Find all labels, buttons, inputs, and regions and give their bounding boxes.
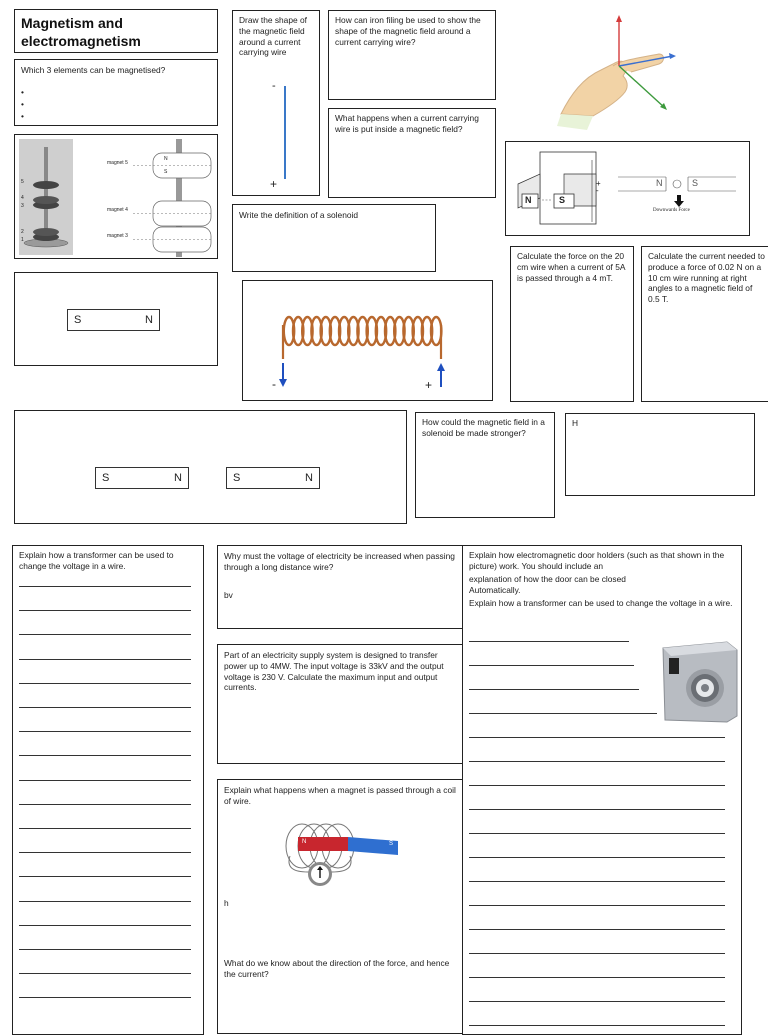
coil-minus: - [272,377,276,391]
force-direction-question: What do we know about the direction of the force, and hence the current? [224,958,450,979]
stack-number-3: 3 [21,203,24,209]
magnet-5-label: magnet 5 [107,160,128,166]
motor-bar-n: N [656,178,663,188]
bar-magnet-right-n: N [305,472,313,484]
left-hand-rule-image [553,14,683,132]
answer-line[interactable] [469,953,725,954]
page-title: Magnetism and electromagnetism [21,15,141,50]
voltage-increase-question: Why must the voltage of electricity be increased when passing through a long distance wire? [224,551,455,572]
bar-magnet-left [95,467,189,489]
wire-minus: - [272,80,276,92]
bar-magnet-left-n: N [174,472,182,484]
answer-line[interactable] [19,780,191,781]
current-wire [284,86,286,179]
voltage-increase-answer: bv [224,590,233,600]
wire-in-field-question: What happens when a current carrying wire is put inside a magnetic field? [335,113,479,134]
current-calc-box [641,246,768,402]
current-calc-question: Calculate the current needed to produce a force of 0.02 N on a 10 cm wire running at right angles to a magnetic field of 0.5 T. [648,251,765,304]
answer-line[interactable] [469,665,634,666]
bullet-2: • [21,99,24,109]
bullet-3: • [21,111,24,121]
elements-question: Which 3 elements can be magnetised? [21,65,166,75]
motor-minus-label: - [596,186,599,195]
magnet-coil-question: Explain what happens when a magnet is passed through a coil of wire. [224,785,456,806]
bar-magnet-right [226,467,320,489]
bar-magnet-n: N [145,314,153,326]
answer-line[interactable] [19,731,191,732]
bar-magnet-box [14,272,218,366]
stack-number-5: 5 [21,179,24,185]
h-box [565,413,755,496]
answer-line[interactable] [469,929,725,930]
motor-bar-outline [618,175,736,195]
answer-line[interactable] [469,641,629,642]
elements-question-box [14,59,218,126]
bar-magnet-right-s: S [233,472,241,484]
supply-system-question: Part of an electricity supply system is designed to transfer power up to 4MW. The input voltage is 33kV and the output voltage is 230 V. Calculate the maximum input and output currents. [224,650,444,693]
answer-line[interactable] [469,809,725,810]
answer-line[interactable] [19,828,191,829]
iron-filings-box [328,10,496,100]
answer-line[interactable] [19,586,191,587]
answer-line[interactable] [19,901,191,902]
draw-field-box [232,10,320,196]
answer-line[interactable] [469,905,725,906]
answer-line[interactable] [469,881,725,882]
magnet-coil-box [217,779,464,1034]
bar-magnet [67,309,160,331]
answer-line[interactable] [19,634,191,635]
answer-line[interactable] [469,977,725,978]
force-calc-box [510,246,634,402]
iron-filings-question: How can iron filing be used to show the shape of the magnetic field around a current carrying wire? [335,15,481,47]
answer-line[interactable] [19,949,191,950]
stack-number-4: 4 [21,195,24,201]
answer-line[interactable] [469,1025,725,1026]
answer-line[interactable] [19,973,191,974]
draw-field-question: Draw the shape of the magnetic field around a current carrying wire [239,15,307,58]
motor-bar-s: S [692,178,699,188]
door-holder-box [462,545,742,1035]
two-bar-magnets-box [14,410,407,524]
ring-magnets-box [14,134,218,259]
solenoid-stronger-question: How could the magnetic field in a solenoid be made stronger? [422,417,545,438]
door-holder-line-1: Explain how electromagnetic door holders (such as that shown in the picture) work. You should include an [469,550,725,571]
bar-magnet-s: S [74,314,82,326]
door-holder-line-2: explanation of how the door can be closed [469,574,626,584]
answer-line[interactable] [19,659,191,660]
force-calc-question: Calculate the force on the 20 cm wire when a current of 5A is passed through a 4 mT. [517,251,625,283]
supply-system-box [217,644,464,764]
solenoid-definition-box [232,204,436,272]
wire-plus: + [270,177,278,191]
coil-magnet-s: S [389,841,394,847]
coil-magnet-n: N [302,839,307,845]
bullet-1: • [21,87,24,97]
answer-line[interactable] [469,761,725,762]
solenoid-definition-question: Write the definition of a solenoid [239,210,359,220]
h-box-text: H [572,418,579,428]
answer-line[interactable] [469,857,725,858]
motor-n-label: N [525,195,532,205]
answer-line[interactable] [19,804,191,805]
answer-line[interactable] [469,785,725,786]
door-holder-image [657,638,741,728]
motor-diagram-box [505,141,750,236]
transformer-box [12,545,204,1035]
answer-line[interactable] [19,925,191,926]
bar-magnet-left-s: S [102,472,110,484]
motor-s-label: S [559,195,566,205]
magnet-coil-answer: h [224,898,229,908]
magnet-4-label: magnet 4 [107,207,128,213]
solenoid-stronger-box [415,412,555,518]
answer-line[interactable] [19,707,191,708]
ring-n-label: N [164,156,168,162]
magnet-3-label: magnet 3 [107,233,128,239]
voltage-increase-box [217,545,464,629]
downwards-force-caption: Downwards Force [653,208,690,213]
ring-magnets-photo [19,139,73,255]
door-holder-line-3: Automatically. [469,585,521,595]
transformer-question: Explain how a transformer can be used to change the voltage in a wire. [19,550,174,571]
stack-number-2: 2 [21,229,24,235]
answer-line[interactable] [19,876,191,877]
coil-plus: + [425,378,433,392]
answer-line[interactable] [19,755,191,756]
answer-line[interactable] [469,713,657,714]
magnet-coil-image [278,816,404,892]
motor-plus-label: + [596,179,601,188]
ring-s-label: S [164,169,168,175]
answer-line[interactable] [469,689,639,690]
answer-line[interactable] [469,833,725,834]
motor-diagram [514,150,624,230]
answer-line[interactable] [19,683,191,684]
door-holder-line-4: Explain how a transformer can be used to change the voltage in a wire. [469,598,733,608]
answer-line[interactable] [19,610,191,611]
answer-line[interactable] [469,737,725,738]
answer-line[interactable] [19,852,191,853]
wire-in-field-box [328,108,496,198]
coil-box [242,280,493,401]
title-box [14,9,218,53]
answer-line[interactable] [469,1001,725,1002]
downwards-force-arrow [674,195,684,207]
answer-line[interactable] [19,997,191,998]
stack-number-1: 1 [21,237,24,243]
